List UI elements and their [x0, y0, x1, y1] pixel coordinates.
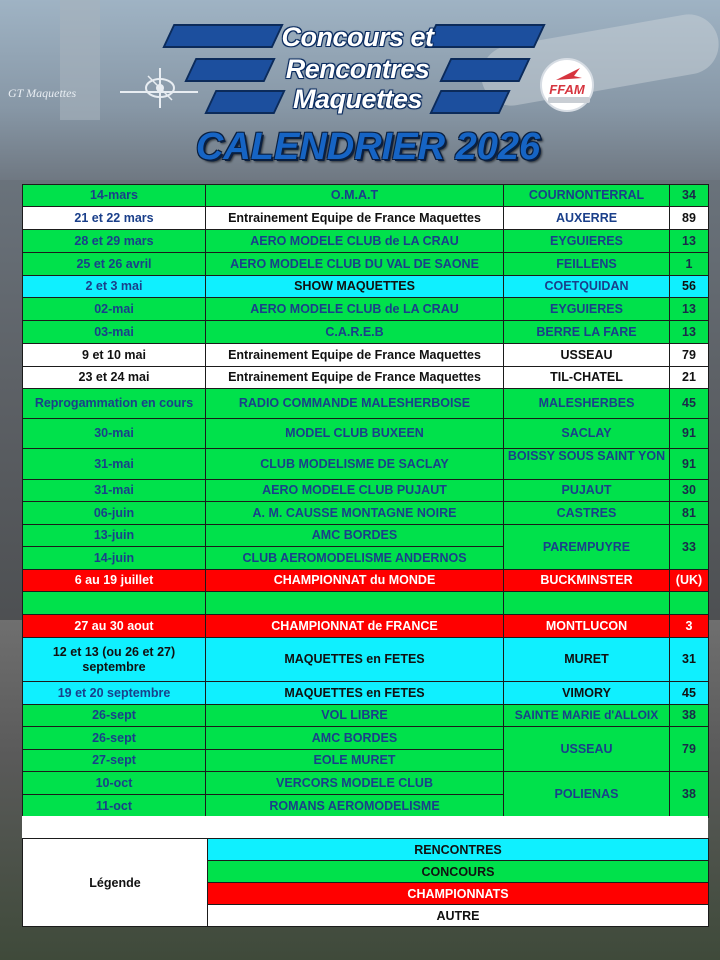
event-department: 81	[670, 502, 709, 525]
table-row	[23, 207, 709, 230]
event-date: 26-sept	[23, 727, 206, 750]
event-department: 13	[670, 321, 709, 344]
table-row	[23, 230, 709, 253]
event-name: MAQUETTES en FETES	[206, 682, 504, 705]
event-city: EYGUIERES	[504, 298, 670, 321]
ffam-logo	[540, 58, 594, 112]
event-name: A. M. CAUSSE MONTAGNE NOIRE	[206, 502, 504, 525]
gt-maquettes-logo-text: GT Maquettes	[8, 86, 77, 100]
title-line-2: Rencontres	[285, 54, 430, 84]
ffam-logo-subtext	[548, 97, 590, 103]
legend-label: Légende	[23, 839, 208, 927]
table-row	[23, 253, 709, 276]
legend-item-concours: CONCOURS	[208, 861, 709, 883]
event-city: FEILLENS	[504, 253, 670, 276]
event-date: 31-mai	[23, 480, 206, 502]
event-department: 45	[670, 682, 709, 705]
table-row	[23, 389, 709, 419]
event-department: 79	[670, 727, 709, 772]
event-department: 13	[670, 230, 709, 253]
event-city-text: BOISSY SOUS SAINT YON	[507, 449, 666, 463]
table-row	[23, 367, 709, 389]
event-department: 33	[670, 525, 709, 570]
event-name: C.A.R.E.B	[206, 321, 504, 344]
table-row	[23, 276, 709, 298]
event-city: COURNONTERRAL	[504, 185, 670, 207]
table-row	[23, 480, 709, 502]
event-date: 11-oct	[23, 795, 206, 818]
event-date: 02-mai	[23, 298, 206, 321]
event-city: VIMORY	[504, 682, 670, 705]
event-name: VERCORS MODELE CLUB	[206, 772, 504, 795]
title-logo	[160, 18, 555, 118]
event-department: 21	[670, 367, 709, 389]
table-row	[23, 185, 709, 207]
event-department: 38	[670, 705, 709, 727]
event-department: 3	[670, 615, 709, 638]
event-date: 06-juin	[23, 502, 206, 525]
table-row-empty	[23, 592, 709, 615]
event-name: CLUB AEROMODELISME ANDERNOS	[206, 547, 504, 570]
event-name: AERO MODELE CLUB DU VAL DE SAONE	[206, 253, 504, 276]
event-city: USSEAU	[504, 727, 670, 772]
event-city: SAINTE MARIE d'ALLOIX	[504, 705, 670, 727]
table-row	[23, 705, 709, 727]
event-name: MAQUETTES en FETES	[206, 638, 504, 682]
event-department: 13	[670, 298, 709, 321]
title-line-3: Maquettes	[292, 84, 423, 114]
event-name: SHOW MAQUETTES	[206, 276, 504, 298]
event-name: AERO MODELE CLUB PUJAUT	[206, 480, 504, 502]
event-department: 91	[670, 419, 709, 449]
event-city: COETQUIDAN	[504, 276, 670, 298]
table-row	[23, 449, 709, 480]
event-date: 03-mai	[23, 321, 206, 344]
event-date: 30-mai	[23, 419, 206, 449]
event-name: O.M.A.T	[206, 185, 504, 207]
event-name: AMC BORDES	[206, 525, 504, 547]
event-date: 27 au 30 aout	[23, 615, 206, 638]
event-city: EYGUIERES	[504, 230, 670, 253]
event-date: 21 et 22 mars	[23, 207, 206, 230]
event-department: 1	[670, 253, 709, 276]
event-name: Entrainement Equipe de France Maquettes	[206, 367, 504, 389]
table-row	[23, 727, 709, 750]
event-department: 91	[670, 449, 709, 480]
table-row	[23, 615, 709, 638]
event-name: AMC BORDES	[206, 727, 504, 750]
event-name: AERO MODELE CLUB de LA CRAU	[206, 298, 504, 321]
event-city: MURET	[504, 638, 670, 682]
event-city: POLIENAS	[504, 772, 670, 818]
event-city: TIL-CHATEL	[504, 367, 670, 389]
event-date: 6 au 19 juillet	[23, 570, 206, 592]
event-date: 19 et 20 septembre	[23, 682, 206, 705]
event-date: 26-sept	[23, 705, 206, 727]
event-date: 14-juin	[23, 547, 206, 570]
legend-row	[23, 839, 709, 861]
event-name: CHAMPIONNAT de FRANCE	[206, 615, 504, 638]
table-row	[23, 570, 709, 592]
title-line-1: Concours et	[281, 22, 434, 52]
event-name: EOLE MURET	[206, 750, 504, 772]
event-city: SACLAY	[504, 419, 670, 449]
event-date: 12 et 13 (ou 26 et 27) septembre	[23, 638, 206, 682]
event-name: CHAMPIONNAT du MONDE	[206, 570, 504, 592]
event-city: USSEAU	[504, 344, 670, 367]
legend-item-championnats: CHAMPIONNATS	[208, 883, 709, 905]
event-city: MALESHERBES	[504, 389, 670, 419]
event-date: 27-sept	[23, 750, 206, 772]
table-row	[23, 525, 709, 547]
table-row	[23, 419, 709, 449]
event-department: 45	[670, 389, 709, 419]
event-name: MODEL CLUB BUXEEN	[206, 419, 504, 449]
event-name: Entrainement Equipe de France Maquettes	[206, 207, 504, 230]
event-department: 30	[670, 480, 709, 502]
legend-table	[22, 838, 709, 927]
event-name: RADIO COMMANDE MALESHERBOISE	[206, 389, 504, 419]
event-date: 9 et 10 mai	[23, 344, 206, 367]
event-city: PUJAUT	[504, 480, 670, 502]
event-department: (UK)	[670, 570, 709, 592]
event-department: 34	[670, 185, 709, 207]
table-spacer	[22, 816, 708, 838]
table-row	[23, 344, 709, 367]
event-name: ROMANS AEROMODELISME	[206, 795, 504, 818]
event-city: CASTRES	[504, 502, 670, 525]
table-row	[23, 321, 709, 344]
event-department: 89	[670, 207, 709, 230]
legend-item-rencontres: RENCONTRES	[208, 839, 709, 861]
table-row	[23, 772, 709, 795]
event-department: 38	[670, 772, 709, 818]
event-department: 79	[670, 344, 709, 367]
event-name: CLUB MODELISME DE SACLAY	[206, 449, 504, 480]
ffam-logo-text: FFAM	[549, 82, 585, 97]
event-date: 13-juin	[23, 525, 206, 547]
event-department: 31	[670, 638, 709, 682]
table-row	[23, 298, 709, 321]
table-row	[23, 502, 709, 525]
event-city: AUXERRE	[504, 207, 670, 230]
ffam-plane-icon	[554, 64, 584, 84]
event-name: Entrainement Equipe de France Maquettes	[206, 344, 504, 367]
event-date: 28 et 29 mars	[23, 230, 206, 253]
event-date: 31-mai	[23, 449, 206, 480]
event-city	[504, 449, 670, 480]
events-table	[22, 184, 709, 818]
event-name: AERO MODELE CLUB de LA CRAU	[206, 230, 504, 253]
legend-item-autre: AUTRE	[208, 905, 709, 927]
event-date: 10-oct	[23, 772, 206, 795]
event-name: VOL LIBRE	[206, 705, 504, 727]
calendar-title: CALENDRIER 2026	[195, 126, 541, 168]
header	[0, 0, 720, 178]
event-date: Reprogammation en cours	[23, 389, 206, 419]
event-department: 56	[670, 276, 709, 298]
table-row	[23, 638, 709, 682]
event-date: 23 et 24 mai	[23, 367, 206, 389]
event-city: PAREMPUYRE	[504, 525, 670, 570]
event-date: 25 et 26 avril	[23, 253, 206, 276]
event-city: BERRE LA FARE	[504, 321, 670, 344]
event-date: 14-mars	[23, 185, 206, 207]
event-city: BUCKMINSTER	[504, 570, 670, 592]
table-row	[23, 682, 709, 705]
event-city: MONTLUCON	[504, 615, 670, 638]
event-date: 2 et 3 mai	[23, 276, 206, 298]
